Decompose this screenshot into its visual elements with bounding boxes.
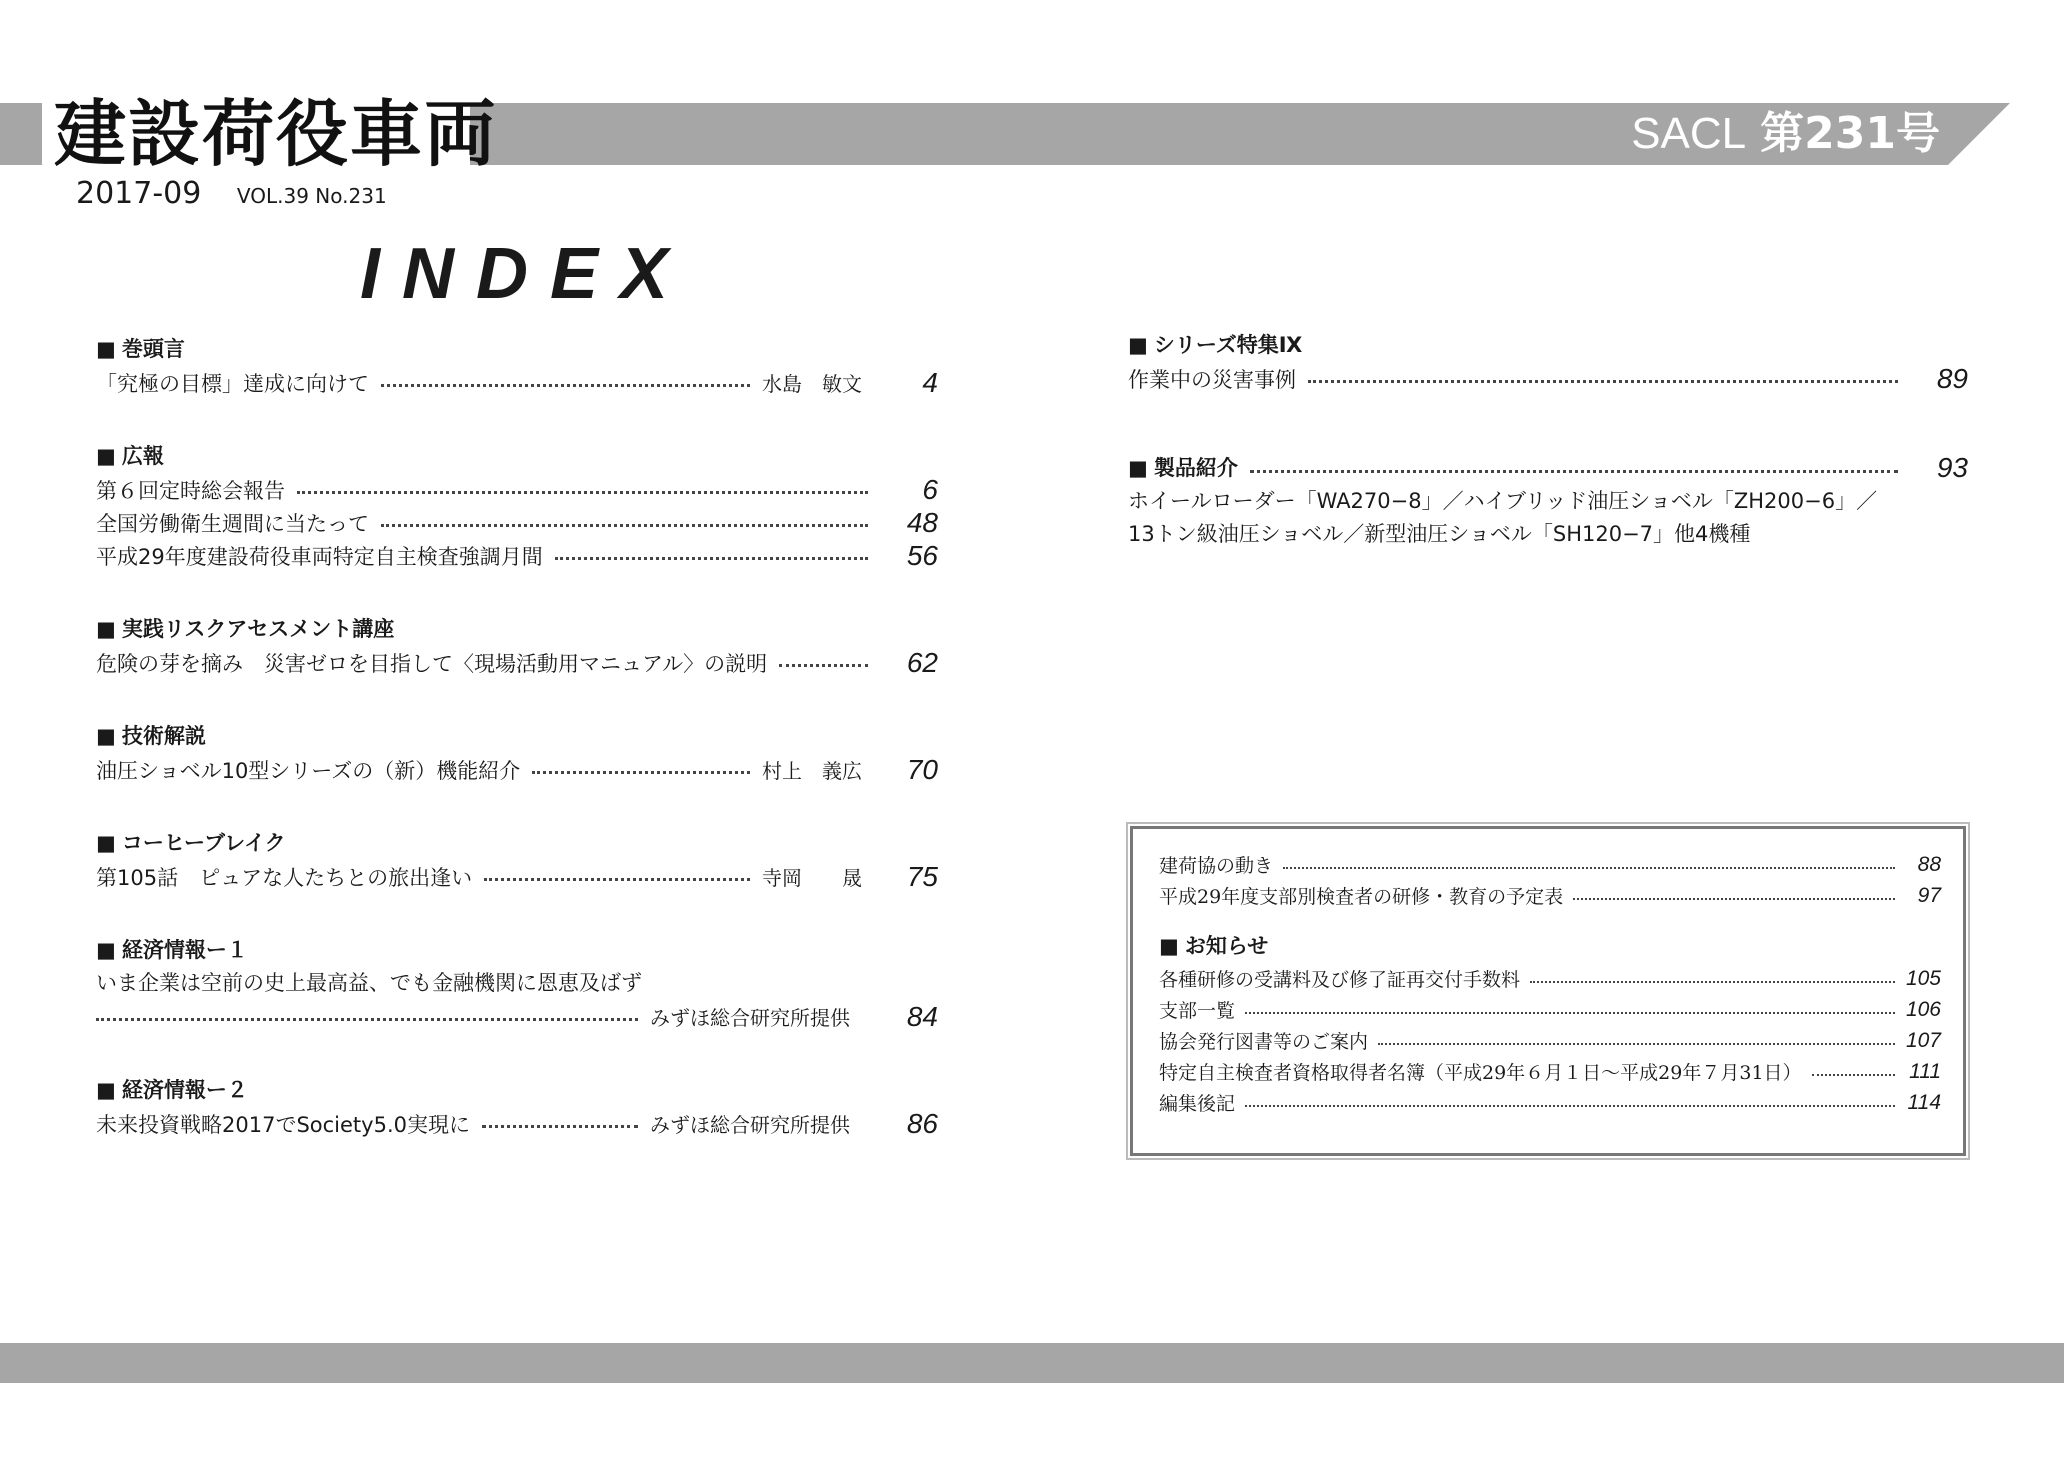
section-title: ■ コーヒーブレイク	[96, 831, 286, 855]
section-title: ■ 製品紹介	[1128, 456, 1238, 480]
section-foreword	[96, 332, 938, 399]
entry-title: 第６回定時総会報告	[96, 478, 285, 503]
toc-entry[interactable]	[1128, 362, 1968, 395]
section-title: ■ 巻頭言	[96, 337, 185, 361]
entry-title: 支部一覧	[1159, 1000, 1236, 1022]
toc-entry[interactable]	[96, 860, 938, 893]
entry-page: 106	[1905, 997, 1941, 1021]
right-column	[1128, 328, 1968, 591]
entry-title: 建荷協の動き	[1159, 855, 1274, 877]
entry-title: 危険の芽を摘み 災害ゼロを目指して〈現場活動用マニュアル〉の説明	[96, 651, 768, 676]
entry-title[interactable]: いま企業は空前の史上最高益、でも金融機関に恩恵及ばず	[96, 971, 642, 995]
entry-title: 油圧ショベル10型シリーズの（新）機能紹介	[96, 758, 521, 783]
toc-entry[interactable]	[96, 753, 938, 786]
dot-leader	[1812, 1074, 1895, 1076]
dot-leader	[381, 384, 750, 387]
dot-leader	[532, 771, 750, 774]
entry-author: みずほ総合研究所提供	[650, 1006, 850, 1030]
section-coffee-break	[96, 826, 938, 893]
toc-entry[interactable]	[1128, 451, 1968, 485]
entry-page: 84	[906, 1000, 938, 1032]
entry-title: 各種研修の受講料及び修了証再交付手数料	[1159, 969, 1521, 991]
toc-entry[interactable]	[96, 539, 938, 572]
section-economy-1	[96, 933, 938, 1033]
issue-date: 2017-09	[76, 176, 202, 211]
toc-entry[interactable]	[1159, 994, 1941, 1025]
entry-author: 寺岡 晟	[762, 866, 862, 890]
toc-entry[interactable]	[96, 1107, 938, 1140]
dot-leader	[1378, 1043, 1895, 1045]
dot-leader	[1245, 1105, 1895, 1107]
entry-author: みずほ総合研究所提供	[650, 1113, 850, 1137]
entry-author: 村上 義広	[762, 759, 862, 783]
entry-title: 編集後記	[1159, 1093, 1236, 1115]
magazine-title: 建設荷役車両	[54, 92, 499, 176]
toc-entry[interactable]	[96, 473, 938, 506]
entry-title: 第105話 ピュアな人たちとの旅出逢い	[96, 865, 473, 890]
section-title: ■ シリーズ特集Ⅸ	[1128, 333, 1303, 357]
entry-page: 48	[906, 506, 938, 538]
toc-entry[interactable]	[1159, 963, 1941, 994]
left-column	[96, 332, 938, 1180]
toc-entry[interactable]	[1159, 1056, 1941, 1087]
toc-entry[interactable]	[1159, 1087, 1941, 1118]
entry-title: 特定自主検査者資格取得者名簿（平成29年６月１日〜平成29年７月31日）	[1159, 1062, 1802, 1084]
info-box	[1130, 826, 1966, 1156]
section-public-relations	[96, 439, 938, 572]
toc-entry[interactable]	[96, 646, 938, 679]
notice-title: ■ お知らせ	[1159, 934, 1269, 958]
entry-title: 全国労働衛生週間に当たって	[96, 511, 369, 536]
entry-page: 56	[906, 539, 938, 571]
issue-label	[1631, 106, 1940, 162]
entry-page: 111	[1909, 1059, 1941, 1083]
entry-title: 「究極の目標」達成に向けて	[96, 371, 369, 396]
footer-band	[0, 1343, 2064, 1383]
index-title: INDEX	[360, 234, 691, 314]
dot-leader	[297, 491, 868, 494]
section-risk-assessment	[96, 612, 938, 679]
sacl-label: SACL	[1631, 109, 1747, 158]
dot-leader	[1530, 981, 1895, 983]
entry-page: 62	[906, 646, 938, 678]
entry-author: 水島 敏文	[762, 372, 862, 396]
issue-number: 第231号	[1760, 108, 1940, 159]
date-line	[76, 176, 387, 214]
toc-entry[interactable]	[96, 506, 938, 539]
entry-page: 114	[1907, 1090, 1941, 1114]
entry-page: 70	[906, 753, 938, 785]
entry-page: 6	[922, 473, 938, 505]
entry-page: 93	[1936, 452, 1968, 483]
dot-leader	[1573, 898, 1895, 900]
section-products	[1128, 451, 1968, 551]
section-title: ■ 経済情報ー１	[96, 938, 248, 962]
entry-page: 75	[906, 860, 938, 892]
entry-title: 平成29年度建設荷役車両特定自主検査強調月間	[96, 544, 543, 569]
toc-entry[interactable]	[1159, 880, 1941, 911]
entry-title: 平成29年度支部別検査者の研修・教育の予定表	[1159, 886, 1564, 908]
section-series	[1128, 328, 1968, 395]
dot-leader	[1283, 867, 1895, 869]
entry-page: 105	[1905, 966, 1941, 990]
dot-leader	[381, 524, 868, 527]
dot-leader	[1245, 1012, 1895, 1014]
dot-leader	[484, 878, 750, 881]
product-line: ホイールローダー「WA270−8」／ハイブリッド油圧ショベル「ZH200−6」／	[1128, 489, 1878, 513]
section-economy-2	[96, 1073, 938, 1140]
volume-number: VOL.39 No.231	[236, 184, 387, 208]
entry-page: 89	[1936, 362, 1968, 394]
dot-leader	[555, 557, 868, 560]
entry-page: 4	[922, 366, 938, 398]
header-band-left	[0, 103, 42, 165]
section-title: ■ 実践リスクアセスメント講座	[96, 617, 395, 641]
toc-entry[interactable]	[1159, 1025, 1941, 1056]
entry-title: 協会発行図書等のご案内	[1159, 1031, 1369, 1053]
toc-entry[interactable]	[96, 366, 938, 399]
toc-entry[interactable]	[96, 1000, 938, 1033]
section-title: ■ 広報	[96, 444, 164, 468]
dot-leader	[96, 1018, 638, 1021]
section-technical	[96, 719, 938, 786]
entry-page: 88	[1917, 852, 1941, 876]
entry-page: 107	[1905, 1028, 1941, 1052]
dot-leader	[1250, 470, 1898, 473]
entry-title: 未来投資戦略2017でSociety5.0実現に	[96, 1112, 470, 1137]
dot-leader	[482, 1125, 638, 1128]
entry-page: 97	[1917, 883, 1941, 907]
entry-page: 86	[906, 1107, 938, 1139]
toc-entry[interactable]	[1159, 849, 1941, 880]
dot-leader	[1308, 380, 1898, 383]
product-line: 13トン級油圧ショベル／新型油圧ショベル「SH120−7」他4機種	[1128, 522, 1751, 546]
dot-leader	[779, 664, 868, 667]
section-title: ■ 経済情報ー２	[96, 1078, 248, 1102]
section-title: ■ 技術解説	[96, 724, 206, 748]
entry-title: 作業中の災害事例	[1128, 367, 1296, 392]
